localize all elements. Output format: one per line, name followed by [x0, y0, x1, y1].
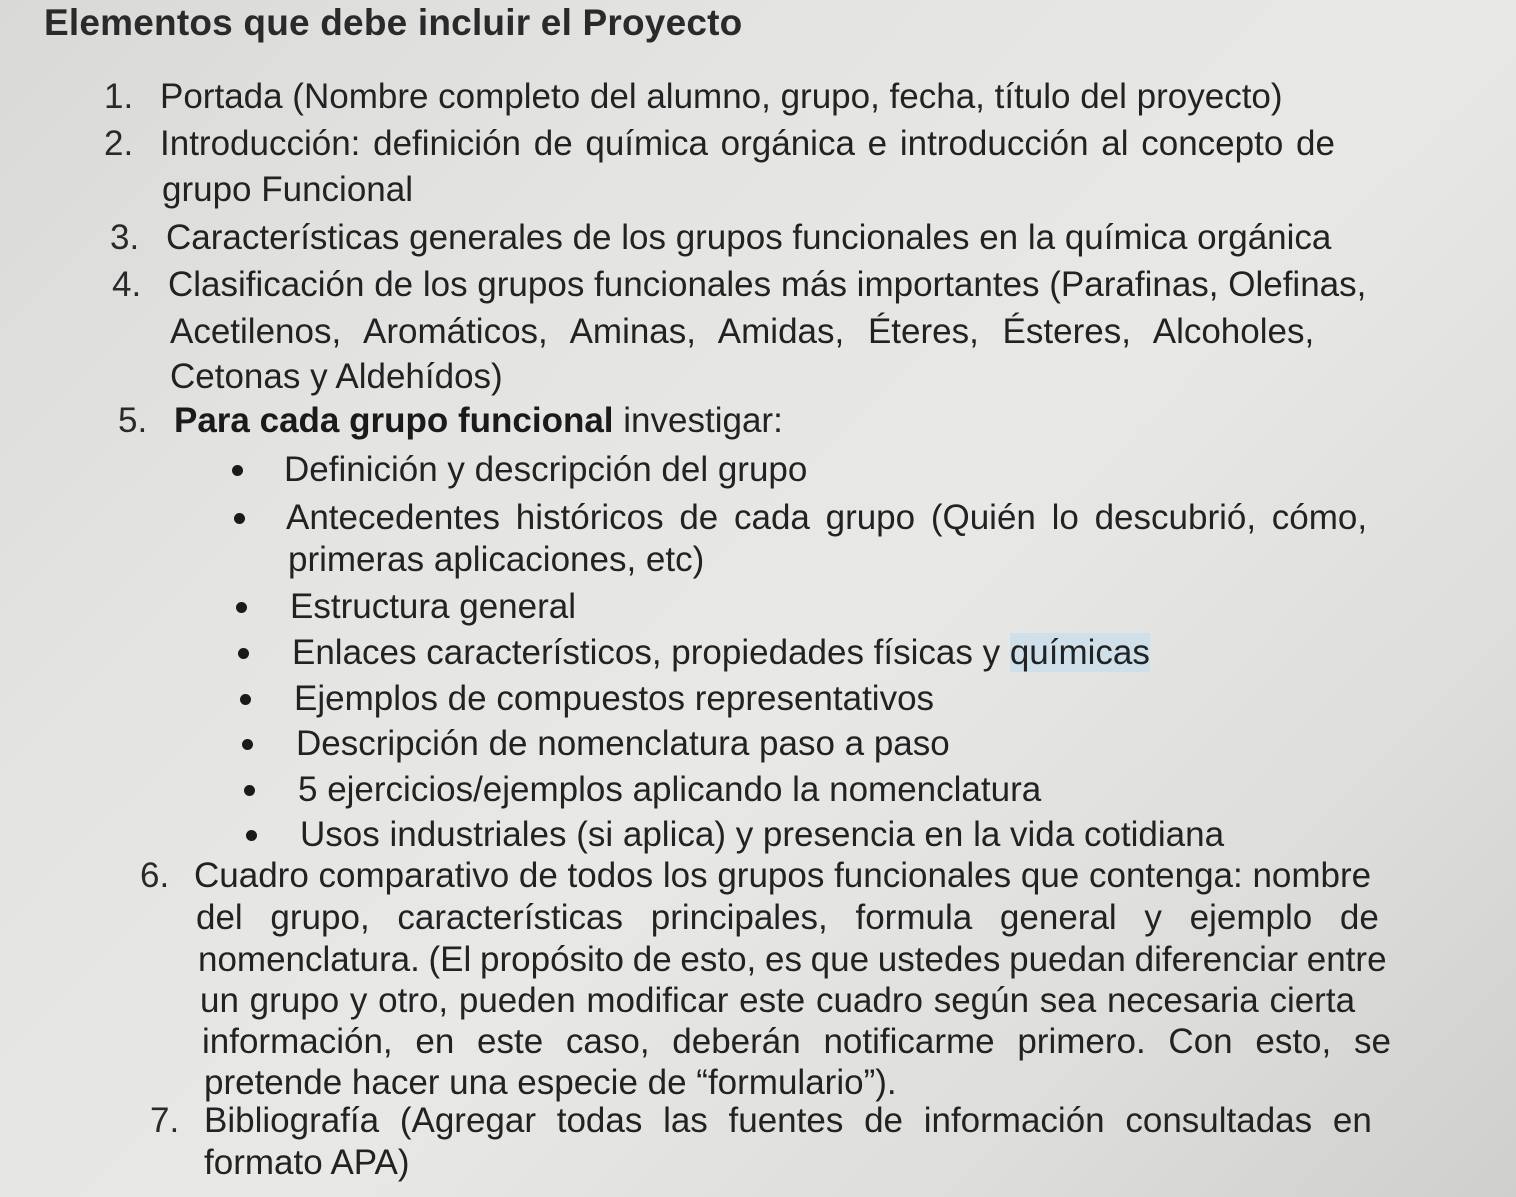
bullet-dot: [236, 602, 247, 613]
list-item-text: Portada (Nombre completo del alumno, grupo, fecha, título del proyecto): [160, 77, 1283, 116]
list-number: 5.: [118, 401, 148, 440]
bullet-text: Estructura general: [290, 587, 576, 626]
list-number: 4.: [112, 265, 142, 304]
bullet-text: Enlaces característicos, propiedades físicas y: [292, 633, 1010, 672]
highlighted-word: químicas: [1009, 633, 1150, 672]
list-item-text-line5: información, en este caso, deberán notificarme primero. Con esto, se: [202, 1022, 1391, 1061]
bullet-dot: [238, 648, 249, 659]
bullet-dot: [234, 513, 245, 524]
list-number: 2.: [104, 124, 134, 163]
list-item-text-line3: nomenclatura. (El propósito de esto, es que ustedes puedan diferenciar entre: [198, 940, 1387, 979]
list-item-text-line6: pretende hacer una especie de “formulario”).: [204, 1063, 897, 1102]
bullet-dot: [240, 694, 251, 705]
list-item-text-line1: Introducción: definición de química orgánica e introducción al concepto de: [160, 124, 1335, 163]
bullet-dot: [246, 830, 257, 841]
list-item-text: Características generales de los grupos funcionales en la química orgánica: [166, 218, 1332, 257]
list-item-text-line2: formato APA): [204, 1143, 410, 1182]
list-item-text-line3: Cetonas y Aldehídos): [170, 357, 503, 396]
document-heading: Elementos que debe incluir el Proyecto: [44, 2, 743, 43]
bullet-text-line2: primeras aplicaciones, etc): [288, 540, 705, 579]
list-item-text: investigar:: [613, 401, 783, 440]
list-item-text-line1: Bibliografía (Agregar todas las fuentes de información consultadas en: [204, 1101, 1372, 1140]
bullet-dot: [242, 739, 253, 750]
bullet-text: Ejemplos de compuestos representativos: [294, 679, 935, 718]
list-item-text-line2: del grupo, características principales, formula general y ejemplo de: [196, 898, 1379, 937]
bullet-dot: [244, 785, 255, 796]
list-item-bold-text: Para cada grupo funcional: [174, 401, 614, 440]
bullet-text: Descripción de nomenclatura paso a paso: [296, 724, 950, 763]
list-number: 7.: [150, 1101, 180, 1140]
list-item-text-line1: Clasificación de los grupos funcionales más importantes (Parafinas, Olefinas,: [168, 265, 1367, 304]
list-number: 6.: [140, 856, 170, 895]
bullet-text: 5 ejercicios/ejemplos aplicando la nomenclatura: [298, 770, 1042, 809]
list-item-text-line1: Cuadro comparativo de todos los grupos funcionales que contenga: nombre: [194, 856, 1372, 895]
bullet-dot: [232, 465, 243, 476]
list-item-text-line4: un grupo y otro, pueden modificar este cuadro según sea necesaria cierta: [200, 981, 1356, 1020]
bullet-text-line1: Antecedentes históricos de cada grupo (Quién lo descubrió, cómo,: [286, 498, 1368, 537]
list-number: 1.: [104, 77, 134, 116]
bullet-text: Definición y descripción del grupo: [284, 450, 808, 489]
list-item-text-line2: Acetilenos, Aromáticos, Aminas, Amidas, Éteres, Ésteres, Alcoholes,: [170, 312, 1315, 351]
list-number: 3.: [110, 218, 140, 257]
list-item-text-line2: grupo Funcional: [162, 170, 413, 209]
bullet-text: Usos industriales (si aplica) y presencia en la vida cotidiana: [300, 815, 1225, 854]
